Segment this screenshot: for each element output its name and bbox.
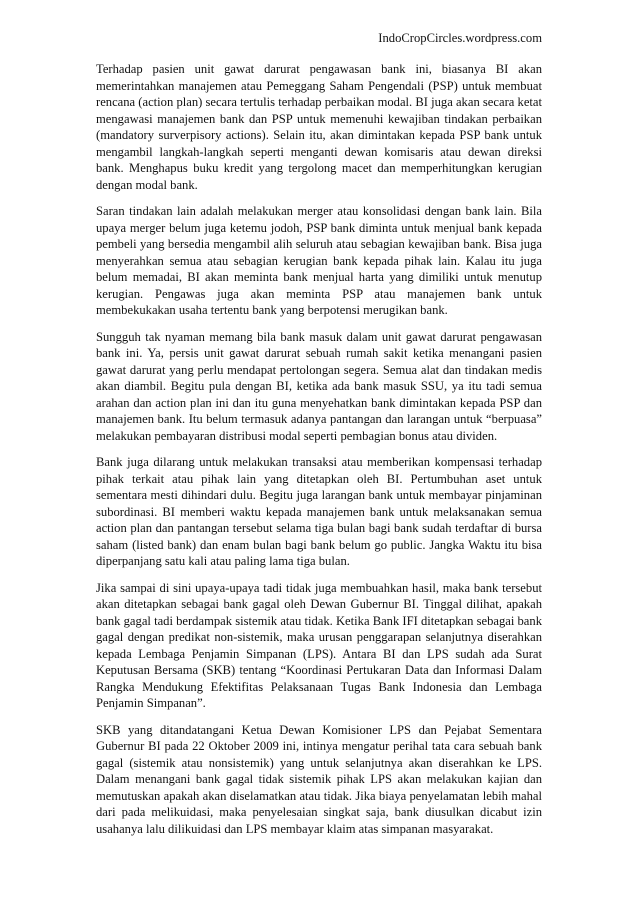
document-body	[96, 61, 542, 847]
paragraph-2: Saran tindakan lain adalah melakukan merger atau konsolidasi dengan bank lain. Bila upaya merger belum juga ketemu jodoh, PSP bank diminta untuk menjual bank kepada pembeli yang bersedia mengambil alih seluruh atau sebagian kewajiban bank. Bisa juga menyerahkan semua atau sebagian kerugian bank kepada pihak lain. Kalau itu juga belum memadai, BI akan meminta bank menjual harta yang dimiliki untuk menutup kerugian. Pengawas juga akan meminta PSP atau manajemen bank untuk membekukakan usaha tertentu bank yang berpotensi merugikan bank.	[96, 204, 542, 317]
paragraph-6: SKB yang ditandatangani Ketua Dewan Komisioner LPS dan Pejabat Sementara Gubernur BI pada 22 Oktober 2009 ini, intinya mengatur perihal tata cara sebuah bank gagal (sistemik atau nonsistemik) yang untuk selanjutnya akan diserahkan ke LPS. Dalam menangani bank gagal tidak sistemik pihak LPS akan melakukan kajian dan memutuskan apakah akan diselamatkan atau tidak. Jika biaya penyelamatan lebih mahal dari pada melikuidasi, maka penyelesaian singkat saja, bank diusulkan dicabut izin usahanya lalu dilikuidasi dan LPS membayar klaim atas simpanan masyarakat.	[96, 722, 542, 836]
paragraph-5: Jika sampai di sini upaya-upaya tadi tidak juga membuahkan hasil, maka bank tersebut akan ditetapkan sebagai bank gagal oleh Dewan Gubernur BI. Tinggal dilihat, apakah bank gagal tadi berdampak sistemik atau tidak. Ketika Bank IFI ditetapkan sebagai bank gagal dengan predikat non-sistemik, maka urusan penggarapan selanjutnya diserahkan kepada Lembaga Penjamin Simpanan (LPS). Antara BI dan LPS sudah ada Surat Keputusan Bersama (SKB) tentang “Koordinasi Pertukaran Data dan Informasi Dalam Rangka Mendukung Efektifitas Pelaksanaan Tugas Bank Indonesia dan Lembaga Penjamin Simpanan”.	[96, 580, 542, 710]
paragraph-4: Bank juga dilarang untuk melakukan transaksi atau memberikan kompensasi terhadap pihak terkait atau pihak lain yang ditetapkan oleh BI. Pertumbuhan aset untuk sementara mesti dihindari dulu. Begitu juga larangan bank untuk membayar pinjaminan subordinasi. BI memberi waktu kepada manajemen bank untuk melaksanakan semua action plan dan pantangan tersebut selama tiga bulan bagi bank sudah terdaftar di bursa saham (listed bank) dan enam bulan bagi bank belum go public. Jangka Waktu itu bisa diperpanjang satu kali atau paling lama tiga bulan.	[96, 455, 542, 568]
page-header-site: IndoCropCircles.wordpress.com	[378, 31, 542, 45]
paragraph-1: Terhadap pasien unit gawat darurat pengawasan bank ini, biasanya BI akan memerintahkan manajemen atau Pemeggang Saham Pengendali (PSP) untuk membuat rencana (action plan) secara tertulis terhadap perbaikan modal. BI juga akan secara ketat mengawasi manajemen bank dan PSP untuk memenuhi kewajiban tindakan perbaikan (mandatory surverpisory actions). Selain itu, akan dimintakan kepada PSP bank untuk mengambil langkah-langkah seperti menganti dewan komisaris atau dewan direksi bank. Menghapus buku kredit yang tergolong macet dan memperhitungkan kerugian dengan modal bank.	[96, 62, 542, 192]
paragraph-3: Sungguh tak nyaman memang bila bank masuk dalam unit gawat darurat pengawasan bank ini. Ya, persis unit gawat darurat sebuah rumah sakit ketika menangani pasien gawat darurat yang perlu mendapat pertolongan segera. Semua alat dan tindakan medis akan diambil. Begitu pula dengan BI, ketika ada bank masuk SSU, ya itu tadi semua arahan dan action plan ini dan itu guna menyehatkan bank dimintakan kepada PSP dan manajemen bank. Itu belum termasuk adanya pantangan dan larangan untuk “berpuasa” melakukan pembayaran distribusi modal seperti pembagian bonus atau dividen.	[96, 329, 542, 443]
